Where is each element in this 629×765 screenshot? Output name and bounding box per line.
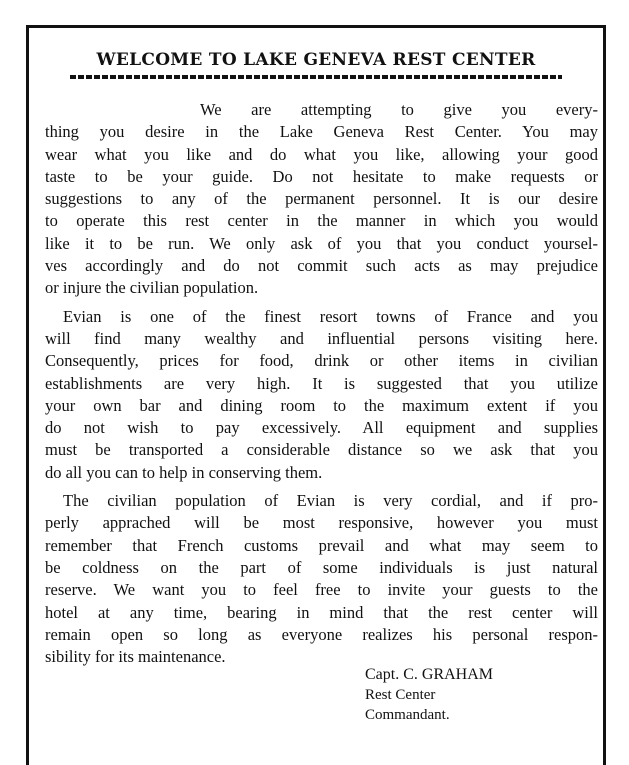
text-line: remain open so long as everyone realizes his personal respon- bbox=[45, 624, 598, 644]
headline-underline bbox=[70, 75, 562, 79]
text-line: or injure the civilian population. bbox=[45, 278, 259, 298]
text-line: Consequently, prices for food, drink or other items in civilian bbox=[45, 351, 598, 371]
text-line: Evian is one of the finest resort towns of France and you bbox=[63, 306, 598, 326]
text-line: taste to be your guide. Do not hesitate to make requests or bbox=[45, 166, 598, 186]
text-line: do not wish to pay excessively. All equipment and supplies bbox=[45, 418, 598, 438]
text-line: perly apprached will be most responsive, however you must bbox=[45, 513, 598, 533]
text-line: your own bar and dining room to the maximum extent if you bbox=[45, 395, 598, 415]
text-line: sibility for its maintenance. bbox=[45, 647, 226, 667]
text-line: like it to be run. We only ask of you that you conduct yoursel- bbox=[45, 233, 598, 253]
signature-block bbox=[365, 665, 493, 725]
text-line: to operate this rest center in the manner in which you would bbox=[45, 211, 598, 231]
article-headline: WELCOME TO LAKE GENEVA REST CENTER bbox=[96, 50, 536, 70]
signature-title-1: Rest Center bbox=[365, 687, 436, 703]
article-body bbox=[45, 99, 598, 674]
text-line: ves accordingly and do not commit such acts as may prejudice bbox=[45, 256, 598, 276]
text-line: remember that French customs prevail and what may seem to bbox=[45, 535, 598, 555]
text-line: must be transported a considerable distance so we ask that you bbox=[45, 440, 598, 460]
paragraph-3 bbox=[45, 490, 598, 668]
text-line: The civilian population of Evian is very cordial, and if pro- bbox=[63, 491, 598, 511]
text-line: do all you can to help in conserving them. bbox=[45, 462, 323, 482]
paragraph-1 bbox=[45, 99, 598, 300]
text-line: We are attempting to give you every- bbox=[200, 100, 598, 119]
signature-name: Capt. C. GRAHAM bbox=[365, 666, 494, 683]
signature-title-2: Commandant. bbox=[365, 707, 450, 723]
text-line: reserve. We want you to feel free to invite your guests to the bbox=[45, 580, 598, 600]
text-line: wear what you like and do what you like, allowing your good bbox=[45, 144, 598, 164]
text-line: establishments are very high. It is suggested that you utilize bbox=[45, 373, 598, 393]
text-line: hotel at any time, bearing in mind that the rest center will bbox=[45, 602, 598, 622]
text-line: thing you desire in the Lake Geneva Rest Center. You may bbox=[45, 122, 598, 142]
text-line: be coldness on the part of some individuals is just natural bbox=[45, 557, 598, 577]
text-line: suggestions to any of the permanent personnel. It is our desire bbox=[45, 189, 598, 209]
text-line: will find many wealthy and influential persons visiting here. bbox=[45, 328, 598, 348]
paragraph-2 bbox=[45, 306, 598, 484]
